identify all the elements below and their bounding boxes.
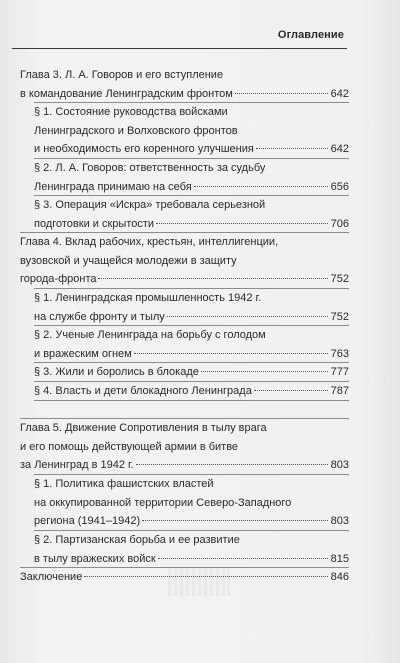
toc-entry-text: Глава 3. Л. А. Говоров и его вступление	[20, 69, 224, 81]
page-number: 642	[330, 143, 349, 156]
toc-entry-text: Ленинграда принимаю на себя	[34, 180, 192, 193]
toc-entry-text: подготовки и скрытости	[34, 217, 155, 230]
toc-entry-text: региона (1941–1942)	[34, 515, 141, 528]
toc-entry[interactable]	[34, 159, 349, 196]
page-number: 656	[330, 180, 349, 193]
toc-entry[interactable]	[34, 475, 349, 531]
toc-entry-text: за Ленинград в 1942 г.	[20, 459, 134, 472]
toc-entry[interactable]	[34, 531, 349, 568]
page-number: 803	[330, 515, 349, 528]
toc-entry-text: § 2. Ученые Ленинграда на борьбу с голодом	[34, 329, 266, 341]
toc-entry-text: § 1. Политика фашистских властей	[34, 478, 214, 490]
toc-entry-text: вузовской и учащейся молодежи в защиту	[20, 254, 237, 267]
entry-separator	[34, 530, 349, 531]
page-number: 803	[330, 459, 349, 472]
toc-entry-text: § 2. Партизанская борьба и ее развитие	[34, 534, 240, 546]
entry-separator	[34, 325, 349, 326]
page-number: 763	[330, 347, 349, 360]
dot-leader	[254, 390, 328, 391]
dot-leader	[136, 464, 328, 465]
toc-entry-text: и его помощь действующей армии в битве	[20, 440, 239, 453]
toc-entry[interactable]	[34, 103, 349, 159]
toc-entry-text: и вражеским огнем	[34, 347, 132, 360]
toc-entry-text: Глава 5. Движение Сопротивления в тылу врага	[20, 422, 267, 434]
dot-leader	[134, 353, 328, 354]
entry-separator	[34, 362, 349, 363]
toc-entry-text: § 1. Ленинградская промышленность 1942 г.	[34, 292, 262, 304]
toc-entry-text: в тылу вражеских войск	[34, 552, 156, 565]
page-number: 787	[330, 385, 349, 397]
entry-separator	[34, 102, 349, 103]
entry-separator	[34, 158, 349, 159]
toc-entry[interactable]	[34, 382, 349, 401]
page-number: 752	[330, 310, 349, 323]
entry-separator	[34, 474, 349, 475]
entry-separator	[20, 567, 349, 568]
toc-entry-text: и необходимость его коренного улучшения	[34, 143, 254, 156]
toc-entry-text: § 1. Состояние руководства войсками	[34, 106, 228, 118]
page-number: 752	[330, 273, 349, 286]
page-number: 846	[330, 571, 349, 583]
page-number: 815	[330, 552, 349, 565]
dot-leader	[158, 558, 328, 559]
dot-leader	[256, 148, 328, 149]
toc-entry[interactable]	[34, 326, 349, 363]
toc-entry[interactable]	[20, 568, 349, 587]
toc-entry-text: Ленинградского и Волховского фронтов	[34, 124, 238, 137]
page-number: 642	[330, 87, 349, 100]
entry-separator	[34, 195, 349, 196]
toc-entry-text: Глава 4. Вклад рабочих, крестьян, интеллигенции,	[20, 236, 279, 248]
dot-leader	[201, 371, 328, 372]
toc-entry-text: § 3. Операция «Искра» требовала серьезной	[34, 199, 266, 211]
entry-separator	[34, 381, 349, 382]
entry-separator	[20, 418, 349, 419]
toc-entry-text: на службе фронту и тылу	[34, 310, 165, 323]
toc-entry-text: Заключение	[20, 571, 83, 583]
toc-entry[interactable]	[20, 66, 349, 103]
dot-leader	[142, 520, 327, 521]
page-number: 777	[330, 366, 349, 378]
entry-separator	[34, 400, 349, 401]
dot-leader	[235, 93, 328, 94]
dot-leader	[156, 223, 328, 224]
toc-entry-text: в командование Ленинградским фронтом	[20, 87, 233, 100]
entry-separator	[34, 288, 349, 289]
toc-entry[interactable]	[34, 196, 349, 233]
toc-entry-text: § 4. Власть и дети блокадного Ленинграда	[34, 385, 252, 397]
dot-leader	[98, 278, 327, 279]
toc-entry-text: § 3. Жили и боролись в блокаде	[34, 366, 199, 378]
toc-entry-text: § 2. Л. А. Говоров: ответственность за судьбу	[34, 162, 266, 174]
running-header: Оглавление	[277, 29, 344, 41]
toc-entry-text: города-фронта	[20, 273, 97, 286]
toc-entry[interactable]	[20, 419, 349, 475]
dot-leader	[167, 316, 328, 317]
dot-leader	[194, 186, 328, 187]
page-number: 706	[330, 217, 349, 230]
toc-entry[interactable]	[34, 289, 349, 326]
dot-leader	[84, 576, 327, 577]
entry-separator	[20, 232, 349, 233]
toc-entry-text: на оккупированной территории Северо-Западного	[34, 496, 292, 509]
toc-entry[interactable]	[34, 363, 349, 382]
toc-entry[interactable]	[20, 233, 349, 289]
